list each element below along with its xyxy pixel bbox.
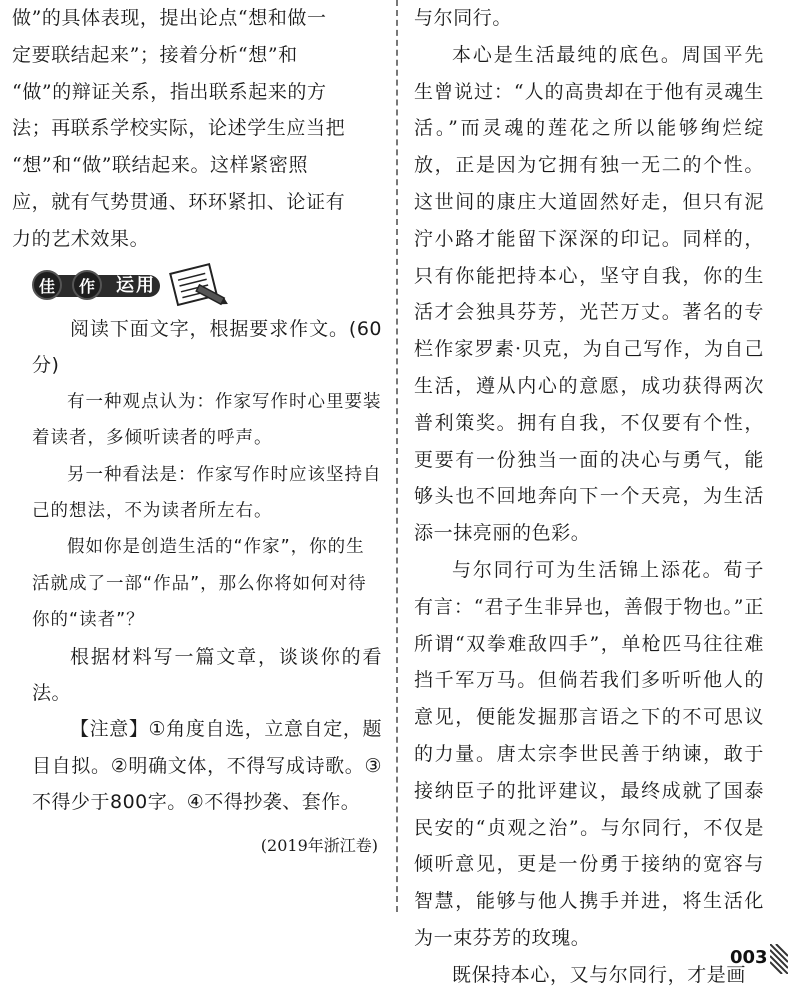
section-title: 运用 [116,275,156,296]
essay-paragraph-3: 既保持本心，又与尔同行，才是画 [452,963,747,986]
intro-line: 应，就有气势贯通、环环紧扣、论证有 [12,190,346,213]
intro-line: 做”的具体表现，提出论点“想和做一 [12,7,327,29]
essay-paragraph-1: 本心是生活最纯的底色。周国平先生曾说过：“人的高贵却在于他有灵魂生活。”而灵魂的莲花之所以能够绚烂绽放，正是因为它拥有独一无二的个性。这世间的康庄大道固然好走，但只有泥泞小路才能留下深深的印记。同样的，只有你能把持本心，坚守自我，你的生活才会独具芬芳，光芒万丈。著名的专栏作家罗素·贝克，为自己写作，为自己生活，遵从内心的意愿，成功获得两次普利策奖。拥有自我，不仅要有个性，更要有一份独当一面的决心与勇气，能够头也不回地奔向下一个天亮，为生活添一抹亮丽的色彩。 [414,43,764,545]
task-prompt: 阅读下面文字，根据要求作文。(60分) [32,318,382,377]
intro-line: 定要联结起来”；接着分析“想”和 [12,43,298,66]
intro-line: 法；再联系学校实际，论述学生应当把 [12,117,346,140]
page-corner-hatch-icon [770,944,788,974]
page-number: 003 [730,947,768,968]
intro-line: “想”和“做”联结起来。这样紧密照 [12,154,309,177]
source-citation: (2019年浙江卷) [260,835,378,855]
column-divider [396,0,398,912]
task-question: 假如你是创造生活的“作家”，你的生活就成了一部“作品”，那么你将如何对待你的“读者”？ [32,537,367,631]
essay-paragraph-2: 与尔同行可为生活锦上添花。荀子有言：“君子生非异也，善假于物也。”正所谓“双拳难敌四手”，单枪匹马往往难挡千军万马。但倘若我们多听听他人的意见，便能发掘那言语之下的不可思议的力量。唐太宗李世民善于纳谏，敢于接纳臣子的批评建议，最终成就了国泰民安的“贞观之治”。与尔同行，不仅是倾听意见，更是一份勇于接纳的宽容与智慧，能够与他人携手并进，将生活化为一束芬芳的玫瑰。 [414,558,764,949]
section-header [32,268,232,308]
writing-task [32,311,382,861]
viewpoint-2: 另一种看法是：作家写作时应该坚持自己的想法，不为读者所左右。 [32,464,382,522]
task-notice: 【注意】①角度自选，立意自定，题目自拟。②明确文体，不得写成诗歌。③不得少于800字。④不得抄袭、套作。 [32,718,382,814]
viewpoint-1: 有一种观点认为：作家写作时心里要装着读者，多倾听读者的呼声。 [32,391,382,449]
badge-char-zuo: 作 [72,270,102,300]
right-column [414,0,764,994]
notepad-pencil-icon [166,262,230,308]
intro-paragraph [12,0,374,258]
badge-char-jia: 佳 [32,270,62,300]
intro-line: “做”的辩证关系，指出联系起来的方 [12,80,327,103]
essay-paragraph-0: 与尔同行。 [414,7,513,29]
intro-line: 力的艺术效果。 [12,227,150,250]
task-instruction: 根据材料写一篇文章，谈谈你的看法。 [32,645,382,705]
